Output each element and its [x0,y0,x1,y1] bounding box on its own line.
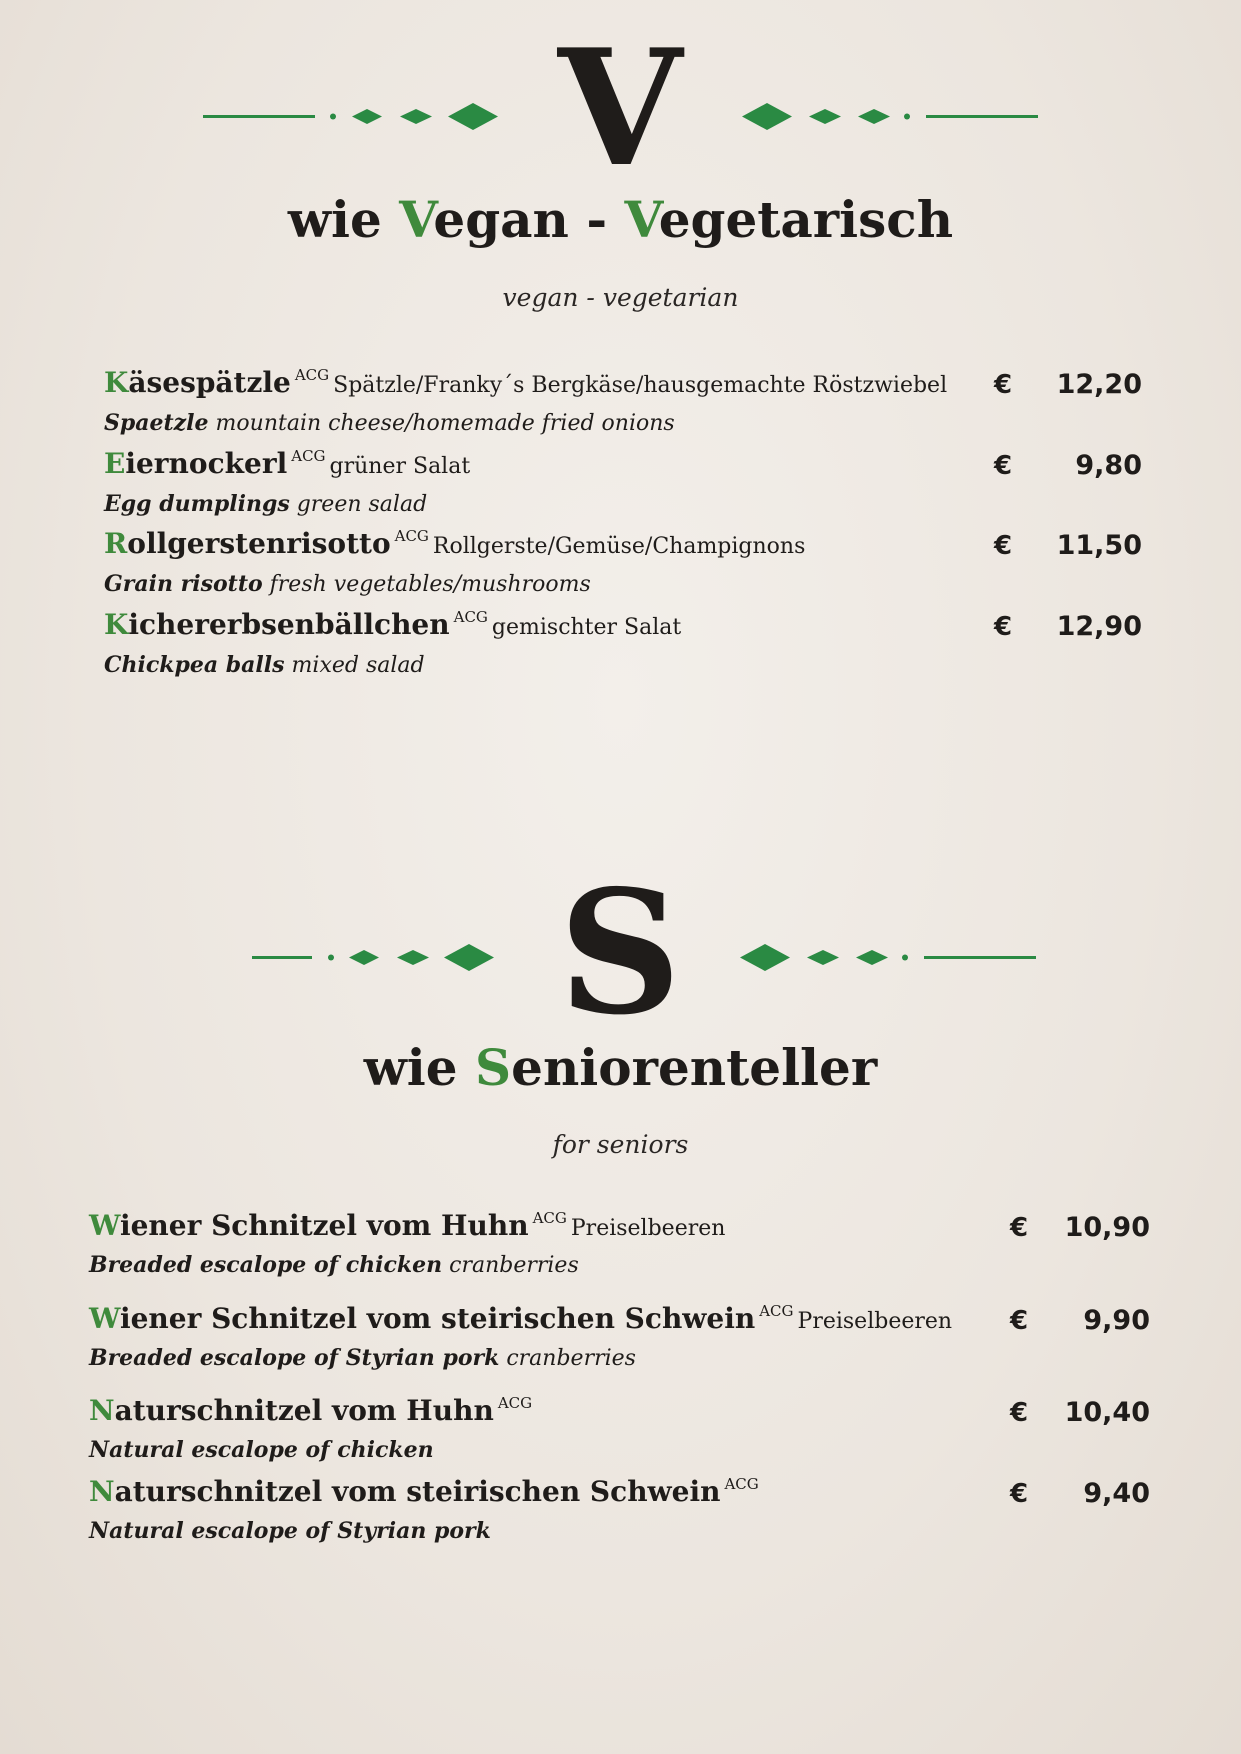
menu-item-name: Rollgerstenrisotto $^{ACG}$ Rollgerste/Gemüse/Champignons [104,527,806,560]
currency-symbol: € [1010,1479,1029,1509]
currency-symbol: € [994,370,1013,400]
menu-item-english: Breaded escalope of chicken cranberries [89,1252,579,1278]
currency-symbol: € [994,612,1013,642]
currency-symbol: € [1010,1398,1029,1428]
currency-symbol: € [994,451,1013,481]
menu-item-english: Spaetzle mountain cheese/homemade fried onions [104,410,675,436]
section-subtitle-vegan: vegan - vegetarian [502,283,739,312]
section-subtitle-seniors: for seniors [552,1130,689,1159]
menu-item-price: 10,40 [1064,1397,1150,1428]
menu-item-english: Chickpea balls mixed salad [104,652,425,678]
menu-item-name: Wiener Schnitzel vom Huhn $^{ACG}$ Preiselbeeren [89,1209,726,1242]
menu-item-price: 11,50 [1056,530,1142,561]
menu-item-price: 12,20 [1056,369,1142,400]
menu-item-price: 9,90 [1083,1305,1150,1336]
menu-item-name: Wiener Schnitzel vom steirischen Schwein $^{ACG}$ Preiselbeeren [89,1302,953,1335]
menu-item-english: Grain risotto fresh vegetables/mushrooms [104,571,591,597]
menu-item-english: Breaded escalope of Styrian pork cranberries [89,1345,636,1371]
section-title-vegan: wie Vegan - Vegetarisch [287,190,954,249]
menu-item-english: Egg dumplings green salad [104,491,428,517]
menu-item-name: Naturschnitzel vom Huhn $^{ACG}$ [89,1394,533,1427]
currency-symbol: € [994,531,1013,561]
menu-item-name: Eiernockerl $^{ACG}$ grüner Salat [104,447,471,480]
menu-item-name: Naturschnitzel vom steirischen Schwein $^{ACG}$ [89,1475,759,1508]
menu-item-name: Käsespätzle $^{ACG}$ Spätzle/Franky´s Bergkäse/hausgemachte Röstzwiebel [104,366,948,399]
menu-item-english: Natural escalope of Styrian pork [89,1518,491,1544]
currency-symbol: € [1010,1306,1029,1336]
menu-item-english: Natural escalope of chicken [89,1437,434,1463]
menu-item-name: Kichererbsenbällchen $^{ACG}$ gemischter Salat [104,608,682,641]
menu-item-price: 9,40 [1083,1478,1150,1509]
section-title-seniors: wie Seniorenteller [363,1038,878,1097]
section-initial-v: V [557,14,683,202]
menu-item-price: 10,90 [1064,1212,1150,1243]
section-initial-s: S [558,853,682,1053]
menu-item-price: 12,90 [1056,611,1142,642]
currency-symbol: € [1010,1213,1029,1243]
menu-item-price: 9,80 [1075,450,1142,481]
